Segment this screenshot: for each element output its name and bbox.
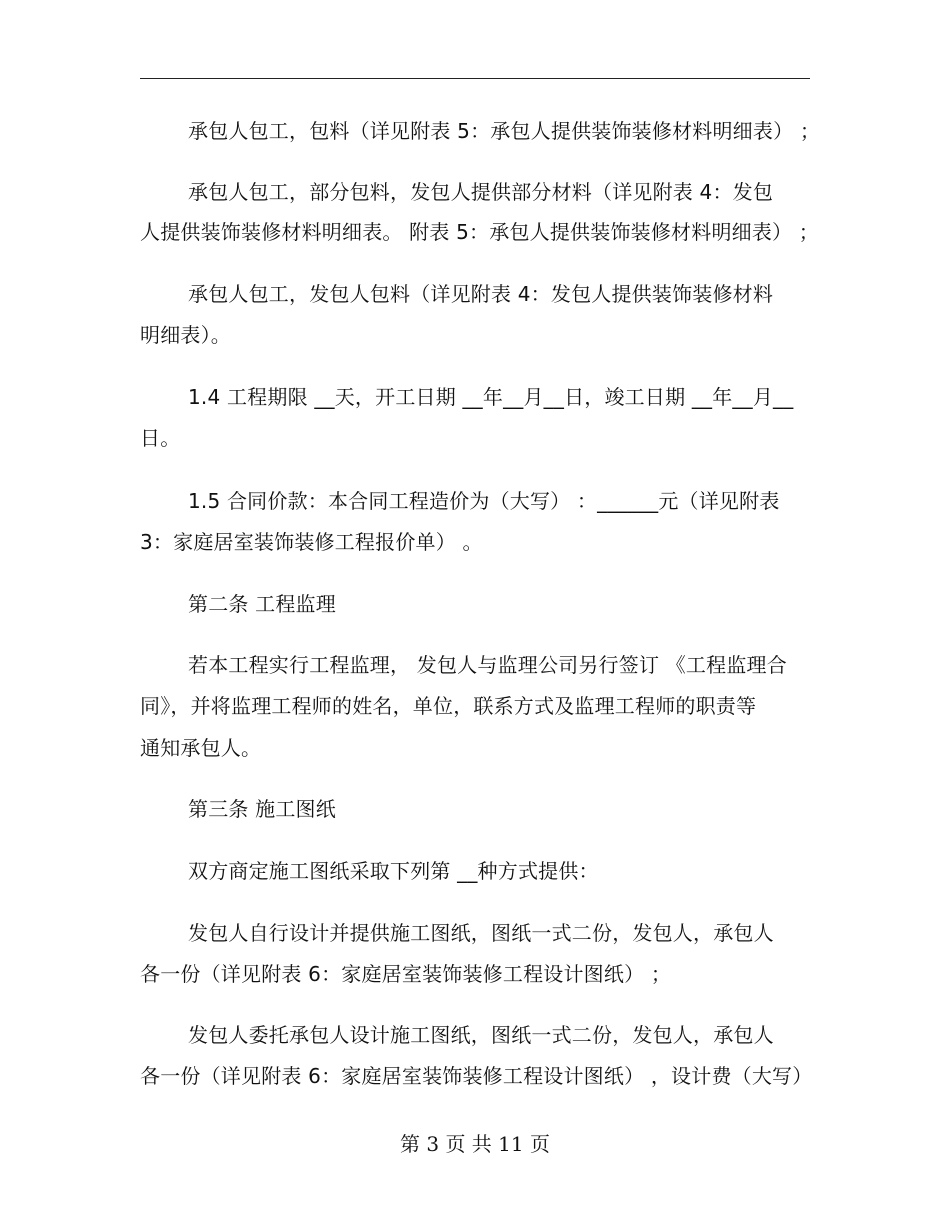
paragraph-line: 承包人包工，发包人包料（详见附表 4：发包人提供装饰装修材料 bbox=[188, 282, 774, 306]
paragraph-line: 1.5 合同价款：本合同工程造价为（大写） ：______元（详见附表 bbox=[188, 489, 780, 513]
paragraph-line: 发包人自行设计并提供施工图纸，图纸一式二份，发包人，承包人 bbox=[188, 921, 774, 945]
paragraph-line: 承包人包工，包料（详见附表 5：承包人提供装饰装修材料明细表） ； bbox=[188, 119, 821, 143]
page-footer: 第 3 页 共 11 页 bbox=[400, 1132, 550, 1156]
section-heading: 第二条 工程监理 bbox=[188, 592, 336, 616]
paragraph-line: 若本工程实行工程监理， 发包人与监理公司另行签订 《工程监理合 bbox=[188, 653, 787, 677]
paragraph-line: 明细表）。 bbox=[140, 323, 231, 347]
paragraph-line: 各一份（详见附表 6：家庭居室装饰装修工程设计图纸） ，设计费（大写） bbox=[140, 1064, 813, 1088]
paragraph-line: 同》，并将监理工程师的姓名，单位，联系方式及监理工程师的职责等 bbox=[140, 694, 757, 718]
paragraph-line: 各一份（详见附表 6：家庭居室装饰装修工程设计图纸） ； bbox=[140, 962, 672, 986]
paragraph-line: 日。 bbox=[140, 426, 181, 450]
paragraph-line: 3：家庭居室装饰装修工程报价单） 。 bbox=[140, 530, 483, 554]
section-heading: 第三条 施工图纸 bbox=[188, 797, 336, 821]
paragraph-line: 人提供装饰装修材料明细表。 附表 5：承包人提供装饰装修材料明细表） ； bbox=[140, 220, 819, 244]
paragraph-line: 通知承包人。 bbox=[140, 736, 262, 760]
paragraph-line: 承包人包工，部分包料，发包人提供部分材料（详见附表 4：发包 bbox=[188, 180, 774, 204]
paragraph-line: 1.4 工程期限 __天，开工日期 __年__月__日，竣工日期 __年__月__ bbox=[188, 385, 794, 409]
header-rule bbox=[140, 78, 810, 79]
paragraph-line: 发包人委托承包人设计施工图纸，图纸一式二份，发包人，承包人 bbox=[188, 1023, 774, 1047]
paragraph-line: 双方商定施工图纸采取下列第 __种方式提供： bbox=[188, 859, 599, 883]
